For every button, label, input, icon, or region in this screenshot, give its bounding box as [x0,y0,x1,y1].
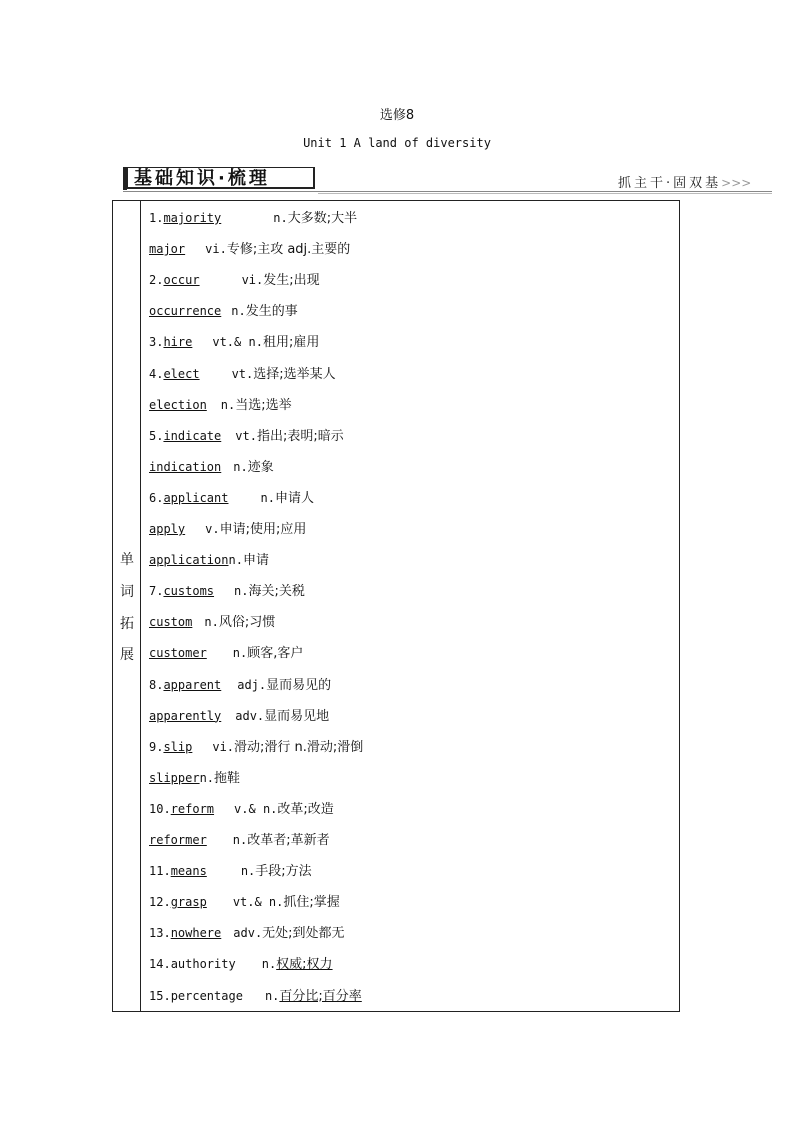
entry-word: application [149,553,229,568]
list-item [149,830,330,850]
entry-pos: n. [234,584,249,599]
side-label-char: 展 [120,647,134,663]
entry-number: 3. [149,335,164,350]
entry-number: 1. [149,211,164,225]
list-item [149,488,314,508]
entry-definition: 申请人 [274,490,314,506]
entry-word: occur [163,273,200,288]
entry-word: apparently [149,708,222,723]
list-item [149,612,275,632]
entry-pos: n. [240,864,256,879]
banner-right-tag [618,172,751,191]
unit-subtitle: Unit 1 A land of diversity [303,136,491,150]
list-item [149,364,336,384]
list-item [149,457,274,477]
entry-number: 11. [149,864,171,879]
entry-definition: 顾客,客户 [247,646,304,662]
entry-definition: 手段;方法 [255,864,312,880]
entry-definition: 当选;选举 [235,397,292,413]
list-item [149,519,306,539]
entry-number: 4. [149,366,164,381]
entry-word: indicate [163,428,222,443]
side-label-char: 词 [120,584,134,600]
entry-pos: vi. [212,739,235,754]
header-rule [123,191,772,192]
entry-pos: n. [231,304,246,319]
entry-word: major [149,242,186,257]
list-item [149,426,344,446]
entry-number: 5. [149,428,164,443]
entry-number: 14. [149,957,171,972]
list-item [149,986,362,1006]
entry-definition: 显而易见地 [264,708,330,724]
entry-definition: 发生的事 [245,304,298,320]
list-item [149,301,298,321]
entry-definition: 改革;改造 [277,801,334,817]
side-label-char: 拓 [120,616,134,632]
entry-number: 8. [149,677,164,692]
entry-number: 15. [149,988,171,1003]
entry-number: 12. [149,895,171,910]
entry-pos: vi. [241,273,264,288]
entry-definition: 申请 [242,553,269,569]
entry-pos: vt.& n. [232,895,284,910]
list-item [149,550,269,570]
entry-pos: n. [204,615,219,630]
list-item [149,270,320,290]
list-item [149,923,345,943]
entry-word: occurrence [149,304,222,319]
entry-pos: n. [264,988,280,1003]
entry-pos: v. [205,522,220,536]
right-tag-label: 抓主干·固双基 [618,176,722,191]
entry-pos: n. [228,553,243,568]
entry-definition: 权威;权力 [276,957,333,973]
entry-definition: 发生;出现 [263,273,320,289]
entry-definition: 显而易见的 [266,677,332,693]
entry-definition: 抓住;掌握 [283,895,340,911]
list-item [149,706,329,726]
entry-number: 9. [149,739,164,754]
list-item [149,799,334,819]
entry-pos: vi. [205,242,227,257]
list-item [149,581,305,601]
entry-definition: 大多数;大半 [287,211,358,226]
entry-word: elect [163,366,200,381]
list-item [149,395,292,415]
entry-pos: vt. [231,366,254,381]
entry-word: reform [170,801,215,816]
entry-word: means [170,864,207,879]
entry-pos: vt. [235,428,257,443]
list-item [149,768,240,788]
entry-word: authority [170,957,236,972]
entry-pos: n. [260,490,275,505]
entry-pos: n. [199,770,215,785]
entry-number: 13. [149,926,171,941]
entry-pos: vt.& n. [212,335,263,350]
entry-pos: adv. [235,708,265,723]
entry-pos: n. [232,646,248,661]
entry-word: majority [163,211,222,225]
page-title: 选修8 [379,108,415,123]
entry-word: nowhere [170,926,222,941]
entry-pos: v.& n. [234,801,278,816]
entry-pos: n. [233,459,248,474]
entry-word: customer [149,646,207,661]
entry-word: custom [149,615,193,630]
entry-word: hire [163,335,193,350]
banner-label: 基础知识·梳理 [127,167,315,189]
list-item [149,861,312,881]
entry-pos: adj. [237,677,267,692]
entry-definition: 海关;关税 [248,584,305,600]
entry-word: slipper [149,770,200,785]
section-banner [123,166,317,192]
entry-pos: n. [232,833,248,847]
entry-definition: 改革者;革新者 [247,833,330,848]
list-item [149,332,319,352]
chevrons-icon: >>> [721,176,752,190]
entry-word: applicant [163,490,229,505]
vocabulary-table [112,200,680,1012]
entry-definition: 百分比;百分率 [279,988,362,1004]
list-item [149,675,331,695]
entry-word: election [149,397,207,412]
list-item [149,239,350,259]
entry-number: 6. [149,490,164,505]
entry-word: slip [163,739,193,754]
entry-pos: adv. [233,926,263,941]
entry-definition: 滑动;滑行 n.滑动;滑倒 [234,739,364,755]
entry-word: apparent [163,677,222,692]
list-item [149,208,357,228]
entry-number: 2. [149,273,164,288]
entry-definition: 申请;使用;应用 [219,522,307,537]
entry-word: indication [149,459,222,474]
entry-definition: 无处;到处都无 [262,926,345,942]
entry-definition: 租用;雇用 [262,335,320,351]
entry-word: reformer [149,833,207,847]
entry-definition: 拖鞋 [214,770,241,786]
entry-number: 10. [149,801,171,816]
entry-definition: 选择;选举某人 [253,366,336,382]
entry-pos: n. [261,957,277,972]
entry-word: apply [149,522,186,536]
entry-definition: 迹象 [247,459,274,475]
side-label-column [113,201,141,1011]
entry-definition: 专修;主攻 adj.主要的 [226,242,351,258]
list-item [149,737,363,757]
entry-word: customs [163,584,215,599]
entry-definition: 风俗;习惯 [218,615,276,631]
list-item [149,892,340,912]
header-rule-secondary [318,193,772,194]
entry-word: percentage [170,988,243,1003]
entry-word: grasp [170,895,207,910]
entry-definition: 指出;表明;暗示 [256,428,344,444]
list-item [149,643,303,663]
entry-number: 7. [149,584,164,599]
entry-pos: n. [220,397,236,412]
list-item [149,954,333,974]
entry-pos: n. [273,211,288,225]
side-label-char: 单 [120,552,134,568]
